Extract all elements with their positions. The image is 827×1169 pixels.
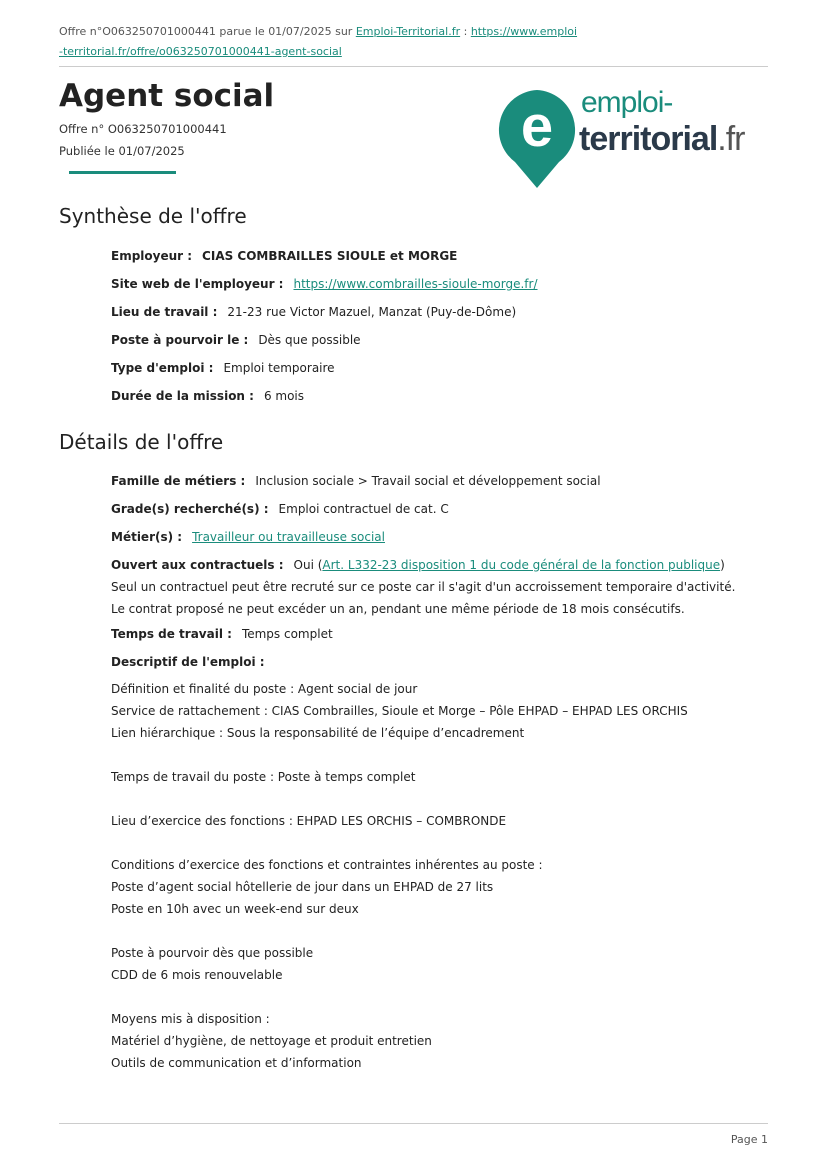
descriptif-label: Descriptif de l'emploi : bbox=[111, 655, 265, 669]
contract-note: Seul un contractuel peut être recruté sur ce poste car il s'agit d'un accroissement temporaire d'activité. Le contrat proposé ne peut excéder un an, pendant une même période de 18 mois consécutifs. bbox=[111, 580, 736, 616]
offer-number: Offre n° O063250701000441 bbox=[59, 122, 227, 136]
field-site-web: Site web de l'employeur : https://www.combrailles-sioule-morge.fr/ bbox=[111, 277, 538, 291]
source-prefix: Offre n°O063250701000441 parue le 01/07/2025 sur bbox=[59, 25, 353, 38]
details-fields bbox=[111, 467, 741, 1074]
description-line: Poste à pourvoir dès que possible bbox=[111, 946, 314, 960]
description-line: Lieu d’exercice des fonctions : EHPAD LES ORCHIS – COMBRONDE bbox=[111, 814, 507, 828]
logo-line2: territorial.fr bbox=[579, 120, 745, 158]
job-description bbox=[111, 678, 741, 1074]
description-line: Poste d’agent social hôtellerie de jour dans un EHPAD de 27 lits bbox=[111, 880, 494, 894]
published-date: Publiée le 01/07/2025 bbox=[59, 144, 185, 158]
synthese-fields bbox=[111, 242, 741, 410]
field-grade: Grade(s) recherché(s) : Emploi contractuel de cat. C bbox=[111, 502, 449, 516]
description-line: Service de rattachement : CIAS Combrailles, Sioule et Morge – Pôle EHPAD – EHPAD LES ORCHIS bbox=[111, 704, 688, 718]
map-pin-icon bbox=[497, 90, 577, 190]
description-line: Outils de communication et d’information bbox=[111, 1056, 362, 1070]
page-number: Page 1 bbox=[730, 1133, 768, 1146]
offer-url-link[interactable]: https://www.emploi-territorial.fr/offre/o063250701000441-agent-social bbox=[59, 25, 578, 58]
site-link[interactable]: Emploi-Territorial.fr bbox=[355, 25, 461, 38]
description-line: CDD de 6 mois renouvelable bbox=[111, 968, 283, 982]
description-line: Conditions d’exercice des fonctions et contraintes inhérentes au poste : bbox=[111, 858, 543, 872]
description-line bbox=[111, 832, 741, 854]
field-employeur: Employeur : CIAS COMBRAILLES SIOULE et MORGE bbox=[111, 249, 458, 263]
field-contractuels: Ouvert aux contractuels : Oui (Art. L332-23 disposition 1 du code général de la fonction publique) bbox=[111, 558, 725, 572]
description-line bbox=[111, 788, 741, 810]
description-line bbox=[111, 920, 741, 942]
field-type: Type d'emploi : Emploi temporaire bbox=[111, 361, 335, 375]
logo-line1: emploi- bbox=[581, 86, 673, 119]
footer-divider bbox=[59, 1123, 768, 1124]
separator: : bbox=[463, 25, 468, 38]
field-duree: Durée de la mission : 6 mois bbox=[111, 389, 305, 403]
metier-link[interactable]: Travailleur ou travailleuse social bbox=[192, 530, 385, 544]
description-line: Matériel d’hygiène, de nettoyage et produit entretien bbox=[111, 1034, 432, 1048]
field-famille: Famille de métiers : Inclusion sociale > Travail social et développement social bbox=[111, 474, 601, 488]
field-poste: Poste à pourvoir le : Dès que possible bbox=[111, 333, 361, 347]
field-temps: Temps de travail : Temps complet bbox=[111, 627, 333, 641]
article-link[interactable]: Art. L332-23 disposition 1 du code général de la fonction publique bbox=[322, 558, 721, 572]
description-line: Poste en 10h avec un week-end sur deux bbox=[111, 902, 359, 916]
description-line: Définition et finalité du poste : Agent social de jour bbox=[111, 682, 418, 696]
description-line: Lien hiérarchique : Sous la responsabilité de l’équipe d’encadrement bbox=[111, 726, 525, 740]
accent-bar bbox=[69, 171, 176, 174]
field-metier: Métier(s) : Travailleur ou travailleuse social bbox=[111, 530, 385, 544]
emploi-territorial-logo bbox=[497, 86, 767, 190]
svg-text:e: e bbox=[520, 94, 554, 159]
divider bbox=[59, 66, 768, 67]
employer-website-link[interactable]: https://www.combrailles-sioule-morge.fr/ bbox=[293, 277, 538, 291]
page-title: Agent social bbox=[59, 78, 275, 114]
description-line bbox=[111, 744, 741, 766]
description-line: Temps de travail du poste : Poste à temps complet bbox=[111, 770, 416, 784]
description-line: Moyens mis à disposition : bbox=[111, 1012, 270, 1026]
field-lieu: Lieu de travail : 21-23 rue Victor Mazuel, Manzat (Puy-de-Dôme) bbox=[111, 305, 517, 319]
source-line bbox=[59, 22, 579, 62]
details-heading: Détails de l'offre bbox=[59, 430, 224, 454]
synthese-heading: Synthèse de l'offre bbox=[59, 204, 247, 228]
description-line bbox=[111, 986, 741, 1008]
